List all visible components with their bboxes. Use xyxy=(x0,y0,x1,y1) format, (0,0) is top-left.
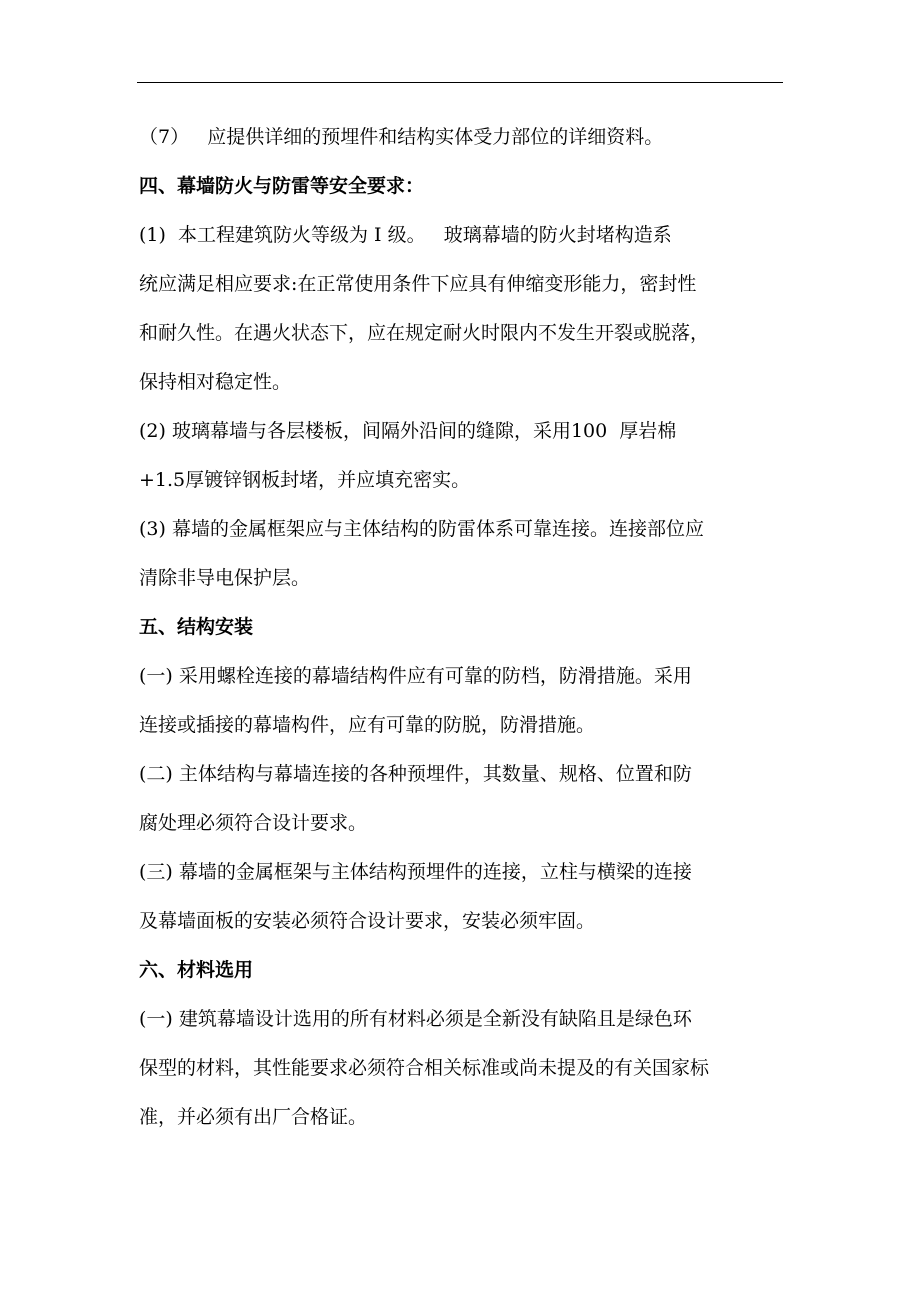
paragraph-line: 和耐久性。在遇火状态下，应在规定耐火时限内不发生开裂或脱落， xyxy=(139,322,710,344)
section-4-heading: 四、幕墙防火与防雷等安全要求： xyxy=(139,175,425,197)
paragraph-line: (一) 采用螺栓连接的幕墙结构件应有可靠的防档，防滑措施。采用 xyxy=(139,665,692,687)
paragraph-line: 及幕墙面板的安装必须符合设计要求，安装必须牢固。 xyxy=(139,910,596,932)
paragraph-line: 保持相对稳定性。 xyxy=(139,371,292,393)
document-body xyxy=(139,113,799,1142)
paragraph-line: (一) 建筑幕墙设计选用的所有材料必须是全新没有缺陷且是绿色环 xyxy=(139,1008,692,1030)
paragraph-line: (二) 主体结构与幕墙连接的各种预埋件，其数量、规格、位置和防 xyxy=(139,763,692,785)
paragraph-line: 清除非导电保护层。 xyxy=(139,567,311,589)
header-rule xyxy=(137,82,783,83)
paragraph-line: (1) 本工程建筑防火等级为 I 级。 玻璃幕墙的防火封堵构造系 xyxy=(139,224,672,246)
item-7-line: （7） 应提供详细的预埋件和结构实体受力部位的详细资料。 xyxy=(139,126,664,148)
paragraph-line: 连接或插接的幕墙构件，应有可靠的防脱，防滑措施。 xyxy=(139,714,596,736)
paragraph-line: 腐处理必须符合设计要求。 xyxy=(139,812,368,834)
paragraph-line: 统应满足相应要求:在正常使用条件下应具有伸缩变形能力，密封性 xyxy=(139,273,697,295)
section-5-heading: 五、结构安装 xyxy=(139,616,254,638)
section-6-heading: 六、材料选用 xyxy=(139,959,254,981)
paragraph-line: +1.5厚镀锌钢板封堵，并应填充密实。 xyxy=(139,469,471,491)
paragraph-line: (3) 幕墙的金属框架应与主体结构的防雷体系可靠连接。连接部位应 xyxy=(139,518,704,540)
paragraph-line: 保型的材料，其性能要求必须符合相关标准或尚未提及的有关国家标 xyxy=(139,1057,710,1079)
paragraph-line: 准，并必须有出厂合格证。 xyxy=(139,1106,368,1128)
paragraph-line: (三) 幕墙的金属框架与主体结构预埋件的连接，立柱与横梁的连接 xyxy=(139,861,692,883)
paragraph-line: (2) 玻璃幕墙与各层楼板，间隔外沿间的缝隙，采用100 厚岩棉 xyxy=(139,420,677,442)
